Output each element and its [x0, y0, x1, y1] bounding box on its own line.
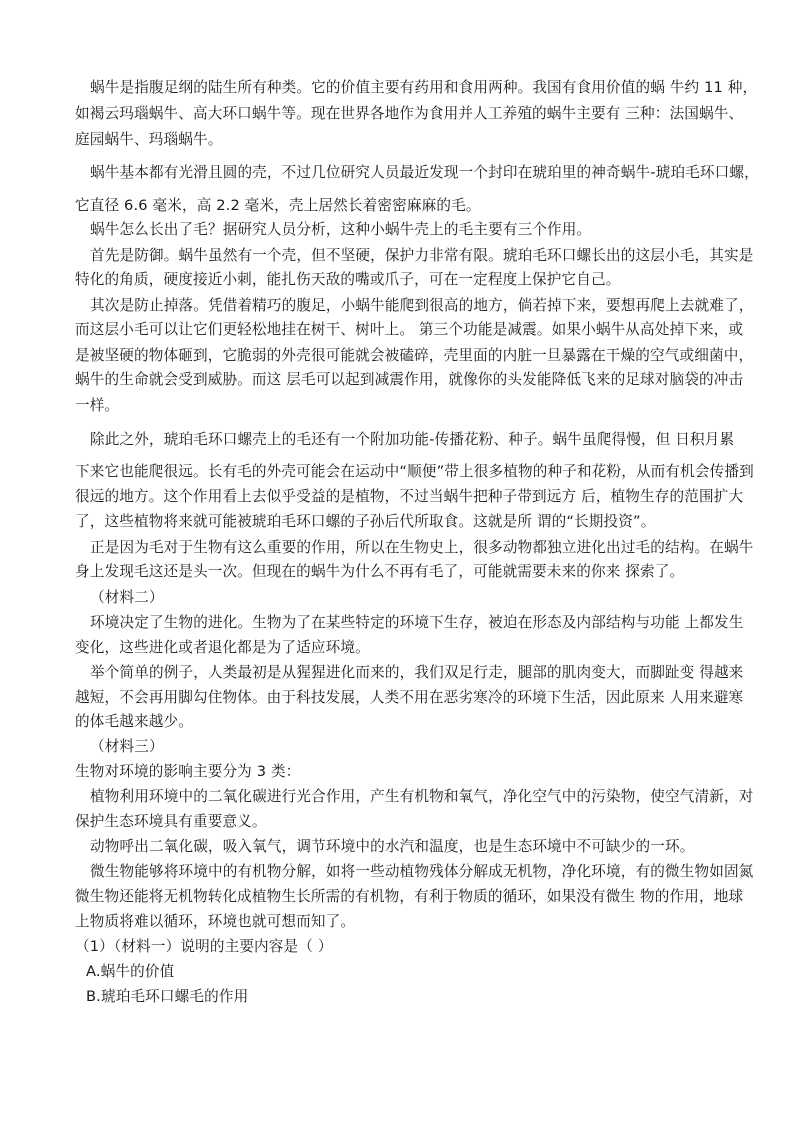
paragraph-line: 微生物能够将环境中的有机物分解，如将一些动植物残体分解成无机物，净化环境，有的微生物如固氮: [90, 863, 754, 880]
paragraph-line: 正是因为毛对于生物有这么重要的作用，所以在生物史上，很多动物都独立进化出过毛的结构。在蜗牛: [90, 539, 754, 556]
paragraph-line: 生物对环境的影响主要分为 3 类：: [75, 763, 301, 780]
paragraph-line: 很远的地方。这个作用看上去似乎受益的是植物，不过当蜗牛把种子带到远方 后，植物生存的范围扩大: [75, 488, 744, 505]
paragraph-line: 环境决定了生物的进化。生物为了在某些特定的环境下生存，被迫在形态及内部结构与功能 上都发生: [90, 614, 744, 631]
paragraph-line: 微生物还能将无机物转化成植物生长所需的有机物，有利于物质的循环，如果没有微生 物的作用，地球: [75, 888, 744, 905]
option-a: A.蜗牛的价值: [86, 963, 175, 980]
paragraph-line: 蜗牛是指腹足纲的陆生所有种类。它的价值主要有药用和食用两种。我国有食用价值的蜗 牛约 11 种，: [90, 79, 758, 96]
paragraph-line: 蜗牛基本都有光滑且圆的壳，不过几位研究人员最近发现一个封印在琥珀里的神奇蜗牛-琥珀毛环口螺，: [90, 164, 759, 181]
paragraph-line: 保护生态环境具有重要意义。: [75, 813, 267, 830]
paragraph-line: 除此之外，琥珀毛环口螺壳上的毛还有一个附加功能-传播花粉、种子。蜗牛虽爬得慢，但 日积月累: [90, 431, 735, 448]
paragraph-line: 举个简单的例子，人类最初是从猩猩进化而来的，我们双足行走，腿部的肌肉变大，而脚趾变 得越来: [90, 664, 744, 681]
paragraph-line: 如褐云玛瑙蜗牛、高大环口蜗牛等。现在世界各地作为食用并人工养殖的蜗牛主要有 三种：法国蜗牛、: [75, 105, 744, 122]
paragraph-line: 蜗牛的生命就会受到威胁。而这 层毛可以起到减震作用，就像你的头发能降低飞来的足球对脑袋的冲击: [75, 371, 744, 388]
question-stem: （1）（材料一）说明的主要内容是（ ）: [75, 938, 333, 955]
paragraph-line: 是被坚硬的物体砸到，它脆弱的外壳很可能就会被磕碎，壳里面的内脏一旦暴露在干燥的空气或细菌中，: [75, 347, 754, 364]
paragraph-line: 越短，不会再用脚勾住物体。由于科技发展，人类不用在恶劣寒冷的环境下生活，因此原来 人用来避寒: [75, 689, 744, 706]
paragraph-line: 身上发现毛这还是头一次。但现在的蜗牛为什么不再有毛了，可能就需要未来的你来 探索了。: [75, 563, 685, 580]
paragraph-line: 植物利用环境中的二氧化碳进行光合作用，产生有机物和氧气，净化空气中的污染物，使空气清新，对: [90, 788, 754, 805]
paragraph-line: 其次是防止掉落。凭借着精巧的腹足，小蜗牛能爬到很高的地方，倘若掉下来，要想再爬上去就难了，: [90, 297, 754, 314]
paragraph-line: 变化，这些进化或者退化都是为了适应环境。: [75, 639, 370, 656]
paragraph-line: 一样。: [75, 397, 120, 414]
paragraph-line: 庭园蜗牛、玛瑙蜗牛。: [75, 131, 223, 148]
section-label: （材料二）: [90, 589, 164, 606]
option-b: B.琥珀毛环口螺毛的作用: [86, 988, 249, 1005]
paragraph-line: 它直径 6.6 毫米，高 2.2 毫米，壳上居然长着密密麻麻的毛。: [75, 197, 481, 214]
paragraph-line: 了，这些植物将来就可能被琥珀毛环口螺的子孙后代所取食。这就是所 谓的“长期投资”。: [75, 513, 656, 530]
section-label: （材料三）: [90, 738, 164, 755]
paragraph-line: 下来它也能爬很远。长有毛的外壳可能会在运动中“顺便”带上很多植物的种子和花粉，从而有机会传播到: [75, 463, 754, 480]
paragraph-line: 蜗牛怎么长出了毛？据研究人员分析，这种小蜗牛壳上的毛主要有三个作用。: [90, 221, 592, 238]
paragraph-line: 特化的角质，硬度接近小刺，能扎伤天敌的嘴或爪子，可在一定程度上保护它自己。: [75, 271, 621, 288]
paragraph-line: 的体毛越来越少。: [75, 713, 193, 730]
paragraph-line: 而这层小毛可以让它们更轻松地挂在树干、树叶上。 第三个功能是减震。如果小蜗牛从高处掉下来，或: [75, 321, 744, 338]
paragraph-line: 动物呼出二氧化碳，吸入氧气，调节环境中的水汽和温度，也是生态环境中不可缺少的一环。: [90, 838, 695, 855]
paragraph-line: 首先是防御。蜗牛虽然有一个壳，但不坚硬，保护力非常有限。琥珀毛环口螺长出的这层小毛，其实是: [90, 247, 754, 264]
paragraph-line: 上物质将难以循环，环境也就可想而知了。: [75, 913, 356, 930]
